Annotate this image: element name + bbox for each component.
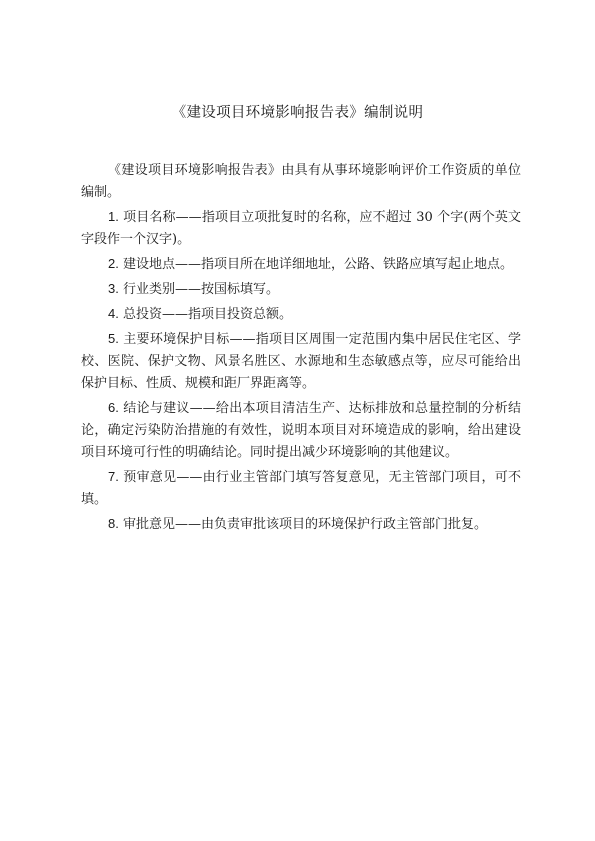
item-text: 预审意见——由行业主管部门填写答复意见，无主管部门项目，可不填。 [81, 470, 521, 507]
item-text: 总投资——指项目投资总额。 [122, 307, 292, 322]
document-body [81, 160, 521, 538]
item-1 [81, 206, 521, 251]
item-text: 主要环境保护目标——指项目区周围一定范围内集中居民住宅区、学校、医院、保护文物、风景名胜区、水源地和生态敏感点等，应尽可能给出保护目标、性质、规模和距厂界距离等。 [81, 332, 521, 391]
item-text: 审批意见——由负责审批该项目的环境保护行政主管部门批复。 [122, 517, 487, 532]
item-number: 5. [108, 331, 119, 346]
item-text: 建设地点——指项目所在地详细地址，公路、铁路应填写起止地点。 [122, 257, 513, 272]
item-number: 6. [108, 400, 119, 415]
item-4 [81, 303, 521, 326]
intro-paragraph: 《建设项目环境影响报告表》由具有从事环境影响评价工作资质的单位编制。 [81, 163, 521, 200]
item-number: 2. [108, 256, 119, 271]
item-8 [81, 513, 521, 536]
item-text: 行业类别——按国标填写。 [122, 282, 279, 297]
item-6 [81, 397, 521, 464]
item-number: 7. [108, 469, 119, 484]
item-7 [81, 466, 521, 511]
document-title: 《建设项目环境影响报告表》编制说明 [171, 105, 424, 121]
item-text: 结论与建议——给出本项目清洁生产、达标排放和总量控制的分析结论，确定污染防治措施的有效性，说明本项目对环境造成的影响，给出建设项目环境可行性的明确结论。同时提出减少环境影响的其他建议。 [81, 401, 521, 460]
item-2 [81, 253, 521, 276]
item-number: 8. [108, 516, 119, 531]
item-3 [81, 278, 521, 301]
item-number: 1. [108, 209, 119, 224]
item-5 [81, 328, 521, 395]
item-number: 3. [108, 281, 119, 296]
item-number: 4. [108, 306, 119, 321]
item-text: 项目名称——指项目立项批复时的名称，应不超过 30 个字(两个英文字段作一个汉字)。 [81, 210, 521, 247]
